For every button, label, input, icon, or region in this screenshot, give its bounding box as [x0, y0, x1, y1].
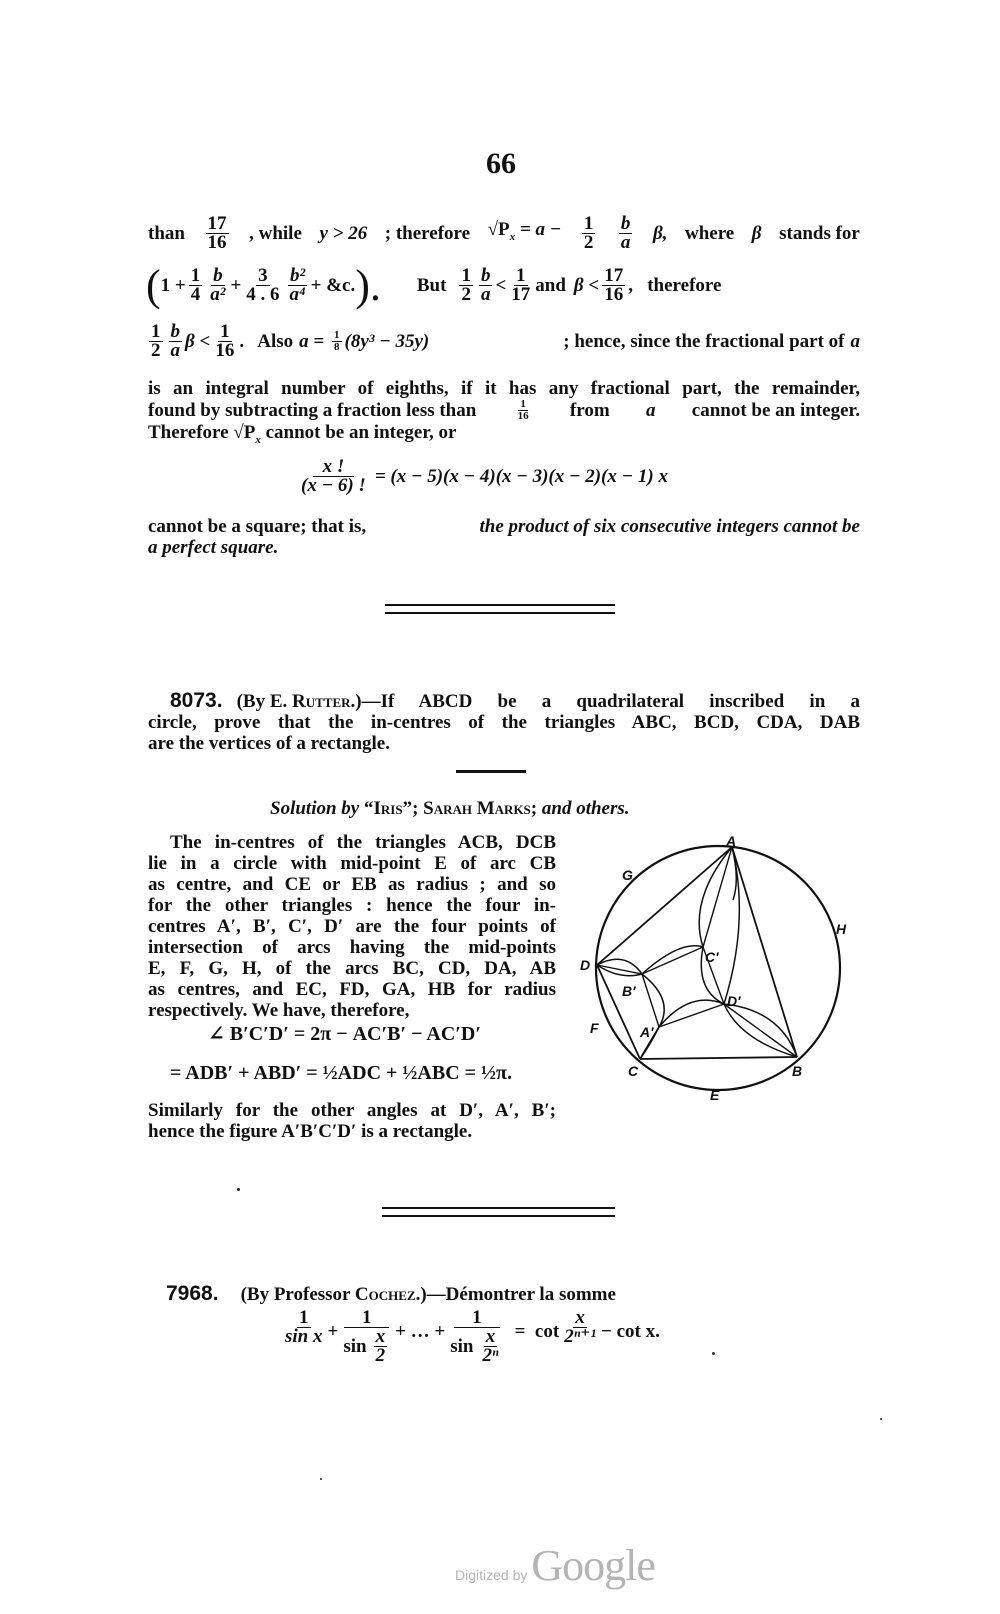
fraction-1-sin-x2n: 1 sin $\frac{x}{\text{2ⁿ}}$ — [450, 1307, 499, 1366]
text-while: , while — [249, 223, 302, 244]
a-equals: a = — [299, 331, 329, 352]
problem-7968-header — [166, 1283, 616, 1305]
arc-H-2 — [724, 847, 739, 1004]
arc-F-1 — [642, 974, 664, 1027]
author-suffix: .)—Démontrer la somme — [415, 1284, 616, 1305]
rect-B1-C1 — [642, 947, 703, 974]
problem-8073 — [148, 690, 860, 754]
stray-mark-3 — [880, 1418, 882, 1420]
solution-line: lie in a circle with mid-point E of arc CB — [148, 853, 556, 874]
label-A-prime: A′ — [640, 1024, 654, 1040]
problem-8073-line-3: are the vertices of a rectangle. — [148, 733, 390, 754]
fraction-b-a2: $\frac{b}{\text{a²}}$ — [210, 265, 226, 305]
fraction-b-a: $\frac{b}{a}$ — [620, 213, 631, 253]
label-H: H — [836, 921, 847, 937]
label-E: E — [710, 1087, 720, 1103]
label-C: C — [628, 1063, 639, 1079]
side-DA — [597, 847, 732, 965]
fraction-1-sinx: $\frac{1}{\text{sin x}}$ — [285, 1307, 323, 1347]
var-a: a — [850, 331, 860, 352]
fraction-1-16: $\frac{1}{16}$ — [215, 321, 235, 361]
less-than: < — [495, 275, 507, 296]
label-A: A — [726, 833, 737, 849]
watermark-google-logo: Google — [531, 1541, 655, 1590]
solution-end — [148, 1100, 556, 1142]
geometry-diagram — [570, 820, 870, 1120]
conclusion — [148, 516, 860, 558]
solution-line: as centres, and EC, FD, GA, HB for radius — [148, 979, 556, 1000]
problem-number-7968: 7968. — [166, 1282, 219, 1305]
expr-8y3: (8y³ − 35y) — [344, 331, 430, 352]
text-hence: ; hence, since the fractional part of — [563, 331, 845, 352]
ellipsis-plus: + … + — [395, 1321, 446, 1342]
solution-line: respectively. We have, therefore, — [148, 1000, 410, 1021]
fraction-1-2b: $\frac{1}{2}$ — [461, 265, 471, 305]
right-paren: ). — [355, 261, 381, 310]
beta: β, — [652, 223, 668, 244]
fraction-b-a-b: $\frac{b}{a}$ — [480, 265, 491, 305]
angle-equation-1: ∠ B′C′D′ = 2π − AC′B′ − AC′D′ — [208, 1023, 481, 1045]
text-also: . Also — [239, 331, 294, 352]
author-name: Cochez — [354, 1284, 416, 1305]
factorial-formula — [296, 458, 668, 495]
author-prefix: (By Professor — [240, 1284, 355, 1305]
sqrt-px: $√P_x = a$ − — [487, 219, 562, 243]
text-therefore: ; therefore — [384, 223, 471, 244]
label-B: B — [792, 1063, 803, 1079]
text-etc: + &c. — [310, 275, 356, 296]
solution-end-line: hence the figure A′B′C′D′ is a rectangle. — [148, 1121, 473, 1142]
problem-8073-line-1: 8073. (By E. Rutter .)—If ABCD be a quadrilateral inscribed in a — [170, 689, 860, 712]
watermark-digitized-by: Digitized by — [455, 1567, 528, 1583]
conclusion-line-2: a perfect square. — [148, 537, 279, 558]
text-where: where — [684, 223, 735, 244]
line-B-D1 — [724, 1004, 797, 1057]
short-divider — [456, 770, 526, 773]
solution-line: for the other triangles : hence the four in- — [148, 895, 556, 916]
label-D-prime: D′ — [727, 993, 741, 1009]
text-line: is an integral number of eighths, if it has any fractional part, the remainder, — [148, 378, 860, 399]
fraction-x-fact: $\frac{x !}{(x - 6) !}$ — [301, 456, 366, 496]
solution-line: centres A′, B′, C′, D′ are the four points of — [148, 916, 556, 937]
digitized-by-google-watermark — [455, 1540, 655, 1591]
rect-D1-A1 — [659, 1004, 724, 1027]
side-BC — [640, 1057, 797, 1059]
text-therefore-2: , therefore — [628, 275, 722, 296]
conclusion-line-1: cannot be a square; that is, the product of six consecutive integers cannot be — [148, 516, 860, 537]
solution-byline: Solution by “Iris”; Sarah Marks; and others. — [270, 798, 630, 819]
beta-less-2: β < — [185, 331, 211, 352]
text-than: than — [148, 223, 185, 244]
minus-cot-x: − cot x. — [601, 1321, 660, 1342]
equals-cot: = cot — [514, 1321, 560, 1342]
plus: + — [230, 275, 242, 296]
fraction-1-2c: $\frac{1}{2}$ — [151, 321, 161, 361]
page-number: 66 — [486, 147, 516, 180]
text-one-plus: 1 + — [160, 275, 186, 296]
beta-2: β — [751, 223, 762, 244]
beta-less: β < — [573, 275, 600, 296]
text-line: found by subtracting a fraction less than $\frac{1}{16}$ from a cannot be an integer. — [148, 398, 860, 422]
stray-mark-4 — [320, 1478, 322, 1480]
angle-equation-2: = ADB′ + ABD′ = ½ADC + ½ABC = ½π. — [170, 1062, 512, 1084]
continuation-line-1 — [148, 215, 860, 252]
section-divider — [385, 604, 615, 614]
fraction-1-4: $\frac{1}{4}$ — [190, 265, 201, 305]
solution-line: E, F, G, H, of the arcs BC, CD, DA, AB — [148, 958, 556, 979]
continuation-line-2 — [146, 261, 860, 310]
arc-A-inner — [732, 847, 736, 900]
label-G: G — [622, 867, 633, 883]
solution-line: The in-centres of the triangles ACB, DCB — [170, 832, 556, 853]
fraction-1-8: $\frac{1}{8}$ — [334, 329, 340, 353]
solution-body — [148, 832, 556, 1021]
label-F: F — [590, 1020, 599, 1036]
problem-8073-line-2: circle, prove that the in-centres of the triangles ABC, BCD, CDA, DAB — [148, 712, 860, 733]
fraction-1-sin-x2: 1 sin $\frac{x}{2}$ — [341, 1309, 392, 1365]
sum-formula — [280, 1307, 660, 1365]
formula-rhs: = (x − 5)(x − 4)(x − 3)(x − 2)(x − 1) x — [374, 466, 668, 487]
section-divider-2 — [382, 1207, 615, 1217]
fraction-17-16: $\frac{17}{16}$ — [207, 213, 227, 253]
problem-number: 8073. — [170, 689, 223, 712]
text-line: Therefore $√P_x$ cannot be an integer, or — [148, 422, 457, 446]
fraction-17-16b: $\frac{17}{16}$ — [604, 265, 624, 305]
left-paren: ( — [146, 261, 161, 310]
fraction-3-46: $\frac{3}{4 . 6}$ — [246, 265, 280, 305]
side-AB — [732, 847, 797, 1057]
fraction-x-2n1: $\frac{x}{\text{2ⁿ⁺¹}}$ — [564, 1307, 597, 1347]
fraction-1-2: $\frac{1}{2}$ — [583, 213, 594, 253]
line-A-C1 — [703, 847, 732, 947]
fraction-b2-a4: $\frac{\text{b²}}{\text{a⁴}}$ — [289, 265, 306, 305]
text-but: But — [416, 275, 447, 296]
fraction-b-a-c: $\frac{b}{a}$ — [170, 321, 180, 361]
continuation-paragraph — [148, 378, 860, 451]
text-stands-for: stands for — [779, 223, 860, 244]
continuation-line-3 — [146, 323, 860, 360]
label-D: D — [580, 957, 591, 973]
stray-mark — [237, 1188, 240, 1191]
label-B-prime: B′ — [622, 983, 636, 999]
fraction-1-17: $\frac{1}{17}$ — [511, 265, 531, 305]
text-and: and — [535, 275, 566, 296]
solution-line: intersection of arcs having the mid-points — [148, 937, 556, 958]
expr-y-gt: y > 26 — [319, 223, 368, 244]
fraction-1-16-small: $\frac{1}{16}$ — [517, 398, 529, 422]
solution-end-line: Similarly for the other angles at D′, A′, B′; — [148, 1100, 556, 1121]
solution-line: as centre, and CE or EB as radius ; and so — [148, 874, 556, 895]
stray-mark-2 — [712, 1352, 715, 1355]
plus-1: + — [327, 1321, 339, 1342]
label-C-prime: C′ — [705, 949, 719, 965]
